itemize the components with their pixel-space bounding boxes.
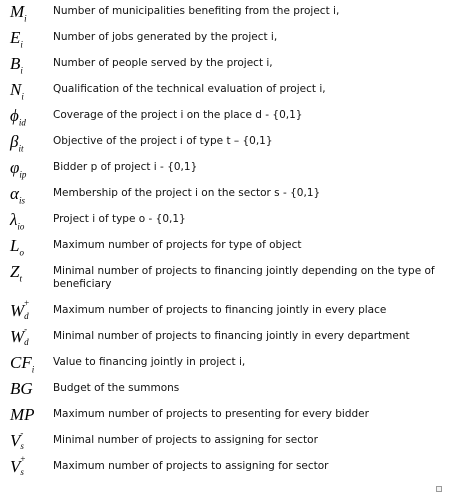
- symbol: $\varphi_{ip}$: [10, 158, 27, 180]
- notation-row: [0, 2, 450, 28]
- notation-row: [0, 428, 450, 457]
- notation-row: [0, 324, 450, 353]
- symbol: $\beta_{it}$: [10, 132, 24, 154]
- symbol: W + d: [10, 298, 30, 322]
- notation-row: [0, 298, 450, 327]
- notation-row: [0, 210, 450, 236]
- description: Value to financing jointly in project i,: [53, 356, 246, 368]
- description: Qualification of the technical evaluation of project i,: [53, 83, 326, 95]
- notation-row: [0, 158, 450, 184]
- symbol: $Z_t$: [10, 262, 22, 284]
- symbol: BG: [10, 379, 33, 398]
- description: Minimal number of projects to financing jointly depending on the type of beneficiary: [53, 265, 435, 290]
- notation-row: [0, 184, 450, 210]
- notation-row: [0, 106, 450, 132]
- symbol: $\lambda_{io}$: [10, 210, 25, 232]
- symbol: W - d: [10, 324, 29, 348]
- notation-row: [0, 132, 450, 158]
- notation-row: [0, 454, 450, 483]
- symbol: V - s: [10, 428, 24, 452]
- symbol: $\alpha_{is}$: [10, 184, 25, 206]
- description: Maximum number of projects to presenting for every bidder: [53, 408, 369, 420]
- description: Maximum number of projects to assigning for sector: [53, 460, 329, 472]
- notation-row: [0, 28, 450, 54]
- description: Project i of type o - {0,1}: [53, 213, 186, 225]
- description: Coverage of the project i on the place d - {0,1}: [53, 109, 303, 121]
- description: Number of municipalities benefiting from the project i,: [53, 5, 340, 17]
- description: Membership of the project i on the sector s - {0,1}: [53, 187, 321, 199]
- notation-row: [0, 405, 450, 431]
- symbol: $B_i$: [10, 54, 23, 76]
- notation-row: [0, 54, 450, 80]
- description: Budget of the summons: [53, 382, 180, 394]
- symbol: $\phi_{id}$: [10, 106, 26, 128]
- notation-row: [0, 379, 450, 405]
- symbol: $L_o$: [10, 236, 24, 258]
- notation-row: [0, 80, 450, 106]
- symbol: $E_i$: [10, 28, 23, 50]
- description: Bidder p of project i - {0,1}: [53, 161, 198, 173]
- description: Number of jobs generated by the project i,: [53, 31, 278, 43]
- resize-handle: [436, 486, 442, 492]
- description: Minimal number of projects to financing jointly in every department: [53, 330, 410, 342]
- symbol: $M_i$: [10, 2, 27, 24]
- description: Maximum number of projects for type of object: [53, 239, 302, 251]
- notation-row: [0, 262, 450, 301]
- description: Maximum number of projects to financing jointly in every place: [53, 304, 387, 316]
- symbol: V + s: [10, 454, 26, 478]
- notation-row: [0, 236, 450, 262]
- description: Minimal number of projects to assigning for sector: [53, 434, 318, 446]
- symbol: $N_i$: [10, 80, 24, 102]
- symbol: $CF_i$: [10, 353, 35, 375]
- notation-row: [0, 353, 450, 379]
- description: Number of people served by the project i,: [53, 57, 273, 69]
- symbol: MP: [10, 405, 35, 424]
- description: Objective of the project i of type t – {0,1}: [53, 135, 273, 147]
- notation-table: [0, 2, 450, 483]
